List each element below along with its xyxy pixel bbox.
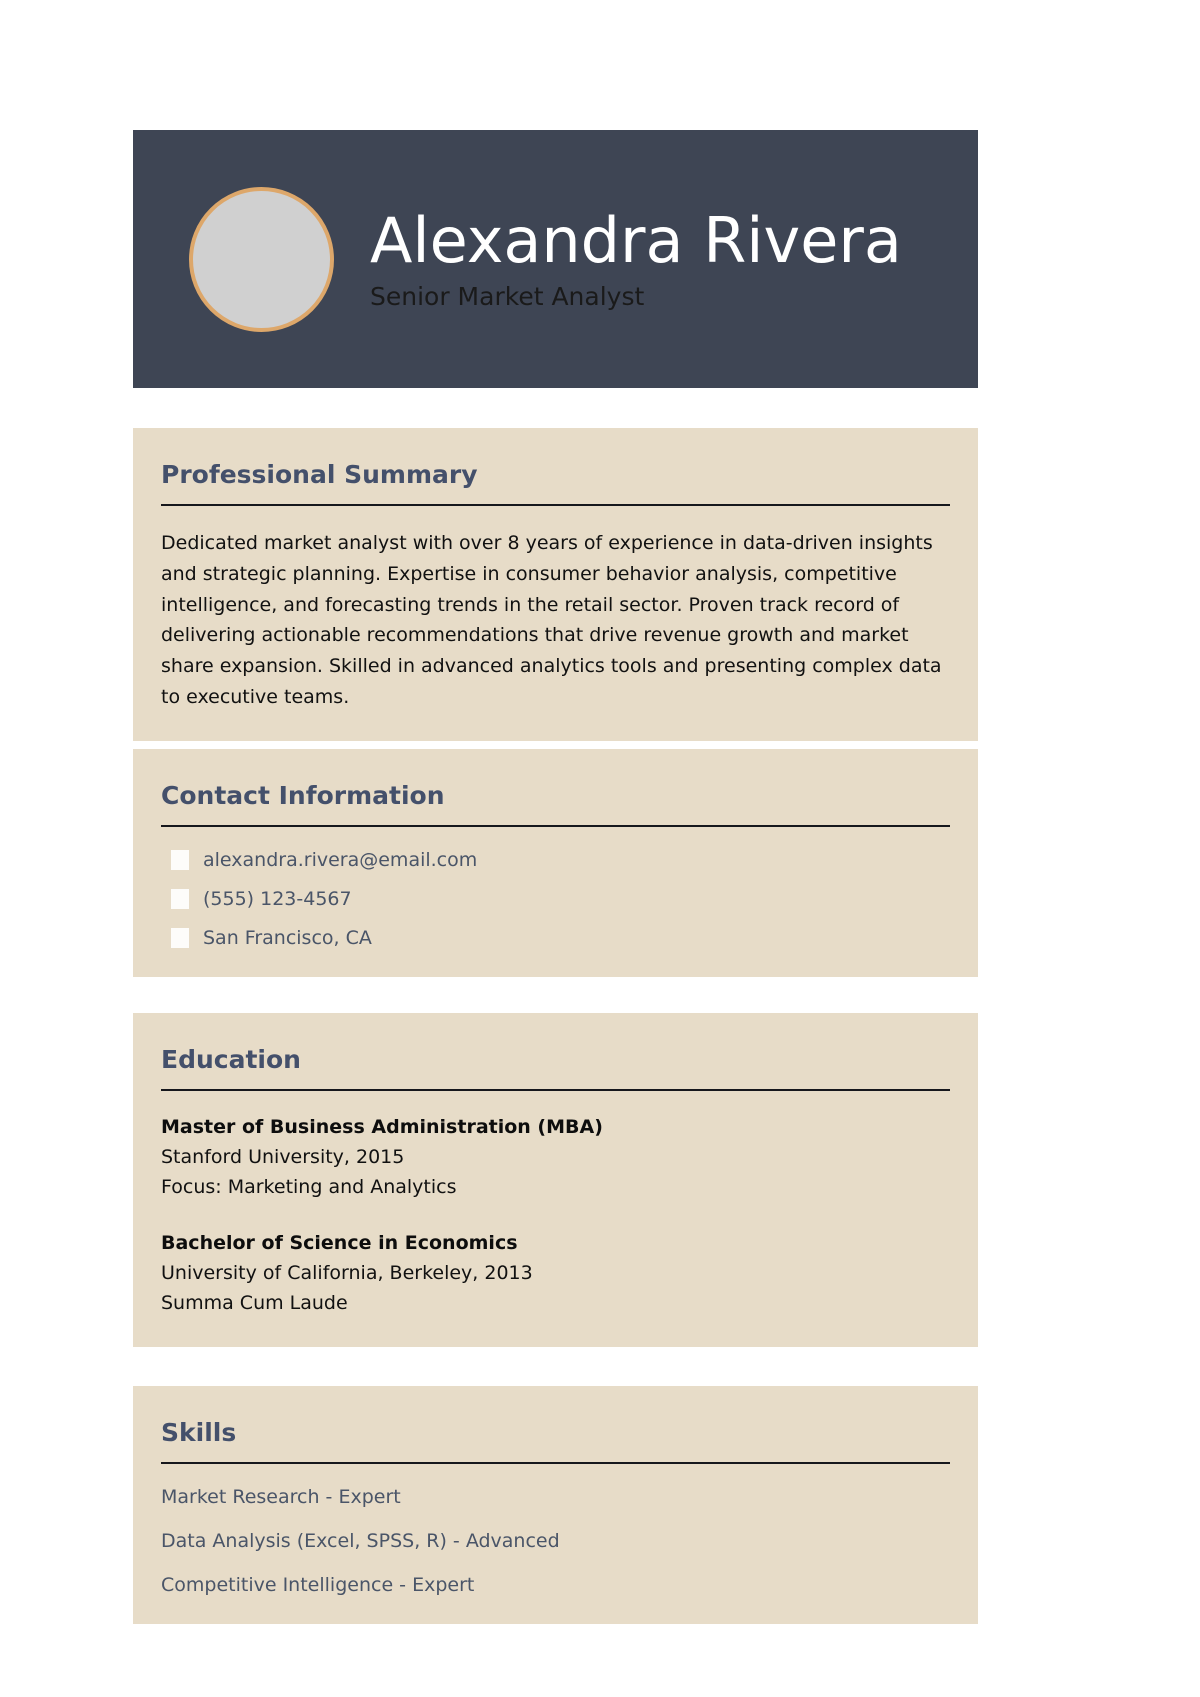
list-item: Data Analysis (Excel, SPSS, R) - Advanced (161, 1529, 560, 1552)
contact-phone: (555) 123-4567 (203, 887, 352, 910)
education-detail: Summa Cum Laude (161, 1292, 348, 1315)
header-text-block (370, 203, 902, 311)
candidate-name: Alexandra Rivera (370, 203, 902, 277)
section-title-summary: Professional Summary (161, 460, 478, 489)
list-item[interactable] (161, 849, 950, 872)
contact-list (161, 849, 950, 949)
section-divider (161, 825, 950, 827)
profile-photo-icon (189, 187, 334, 332)
list-item: Competitive Intelligence - Expert (161, 1573, 475, 1596)
section-education (133, 1013, 978, 1347)
candidate-job-title: Senior Market Analyst (370, 281, 645, 311)
contact-location: San Francisco, CA (203, 926, 372, 949)
list-item[interactable] (161, 888, 950, 911)
section-professional-summary (133, 428, 978, 741)
section-skills (133, 1386, 978, 1624)
education-institution: Stanford University, 2015 (161, 1145, 405, 1168)
list-item[interactable] (161, 927, 950, 950)
skills-list (161, 1486, 950, 1596)
summary-paragraph: Dedicated market analyst with over 8 years of experience in data-driven insights and strategic planning. Expertise in consumer behavior analysis, competitive intelligence, and forecasting trends in the retail sector. Proven track record of delivering actionable recommendations that drive revenue growth and market share expansion. Skilled in advanced analytics tools and presenting complex data to executive teams. (161, 532, 942, 708)
list-item: Market Research - Expert (161, 1486, 401, 1508)
contact-email: alexandra.rivera@email.com (203, 849, 478, 871)
section-title-education: Education (161, 1045, 301, 1074)
resume-header (133, 130, 978, 388)
section-title-skills: Skills (161, 1418, 237, 1447)
education-degree: Master of Business Administration (MBA) (161, 1116, 603, 1138)
section-contact-information (133, 749, 978, 977)
section-title-contact: Contact Information (161, 781, 445, 810)
education-degree: Bachelor of Science in Economics (161, 1232, 518, 1255)
education-entry (161, 1229, 950, 1319)
phone-icon (171, 889, 189, 909)
section-divider (161, 1089, 950, 1091)
education-detail: Focus: Marketing and Analytics (161, 1176, 457, 1199)
section-divider (161, 504, 950, 506)
location-icon (171, 928, 189, 948)
education-institution: University of California, Berkeley, 2013 (161, 1261, 533, 1284)
education-entry (161, 1113, 950, 1203)
email-icon (171, 850, 189, 870)
section-divider (161, 1462, 950, 1464)
